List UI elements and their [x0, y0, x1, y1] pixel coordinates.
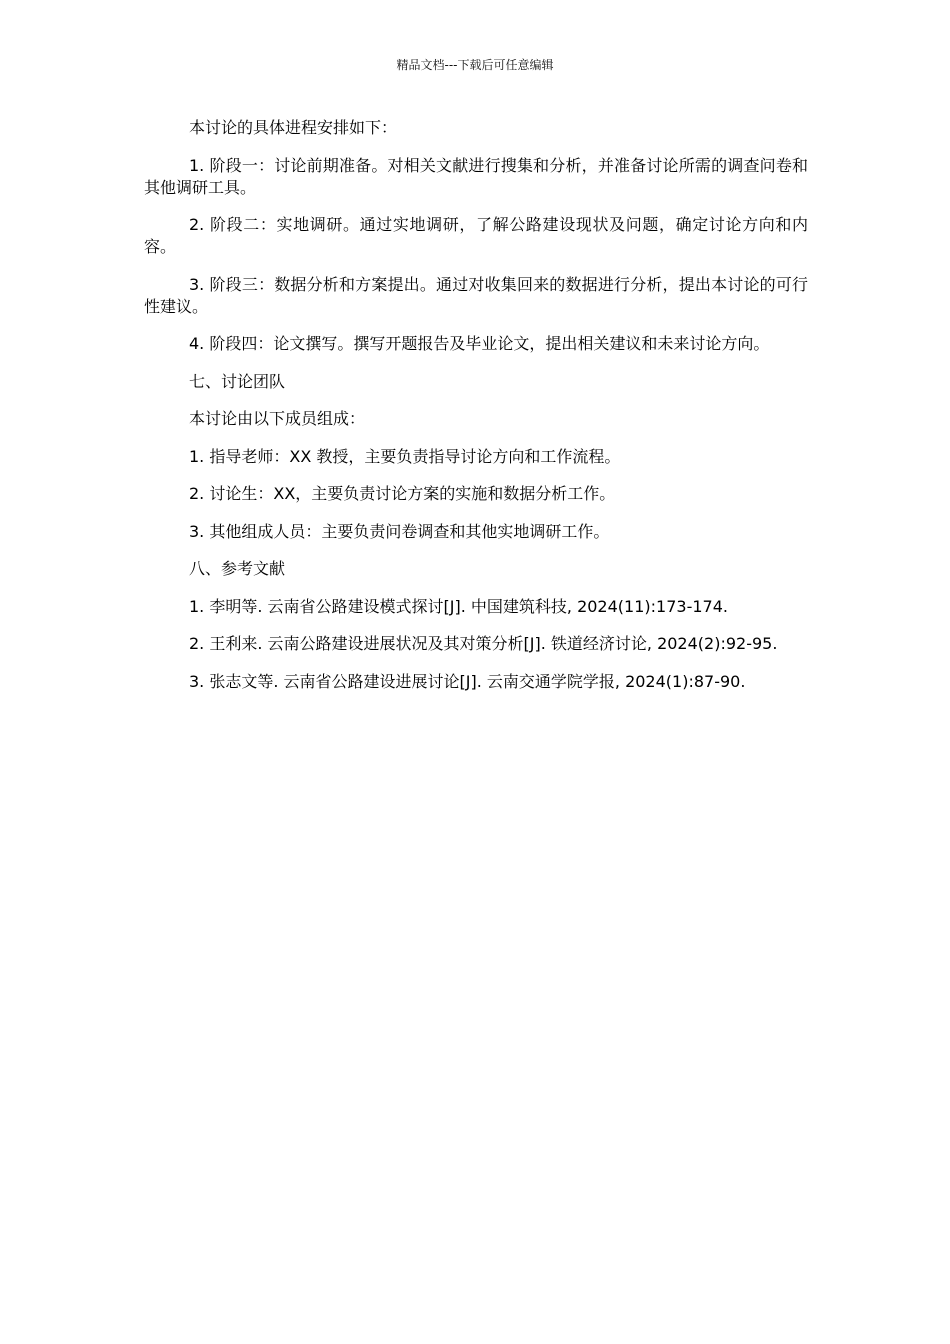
team-member-student: 2. 讨论生：XX，主要负责讨论方案的实施和数据分析工作。 [189, 484, 616, 503]
reference-item-2: 2. 王利来. 云南公路建设进展状况及其对策分析[J]. 铁道经济讨论, 2024(2):92-95. [189, 634, 778, 653]
reference-item-1: 1. 李明等. 云南省公路建设模式探讨[J]. 中国建筑科技, 2024(11):173-174. [189, 596, 728, 616]
schedule-stage-1: 1. 阶段一：讨论前期准备。对相关文献进行搜集和分析，并准备讨论所需的调查问卷和其他调研工具。 [144, 155, 808, 197]
reference-item-3: 3. 张志文等. 云南省公路建设进展讨论[J]. 云南交通学院学报, 2024(1):87-90. [189, 671, 746, 691]
team-member-advisor: 1. 指导老师：XX 教授，主要负责指导讨论方向和工作流程。 [189, 446, 621, 466]
section-heading-references: 八、参考文献 [189, 559, 286, 578]
schedule-stage-4: 4. 阶段四：论文撰写。撰写开题报告及毕业论文，提出相关建议和未来讨论方向。 [189, 334, 770, 353]
page-header: 精品文档---下载后可任意编辑 [396, 58, 554, 72]
schedule-stage-2: 2. 阶段二：实地调研。通过实地调研，了解公路建设现状及问题，确定讨论方向和内容。 [144, 215, 808, 256]
schedule-stage-3: 3. 阶段三：数据分析和方案提出。通过对收集回来的数据进行分析，提出本讨论的可行性建议。 [144, 274, 808, 316]
section-heading-team: 七、讨论团队 [189, 371, 286, 391]
team-intro: 本讨论由以下成员组成： [189, 409, 366, 428]
team-member-others: 3. 其他组成人员：主要负责问卷调查和其他实地调研工作。 [189, 521, 610, 541]
schedule-intro: 本讨论的具体进程安排如下： [189, 118, 398, 137]
document-body [144, 117, 808, 708]
